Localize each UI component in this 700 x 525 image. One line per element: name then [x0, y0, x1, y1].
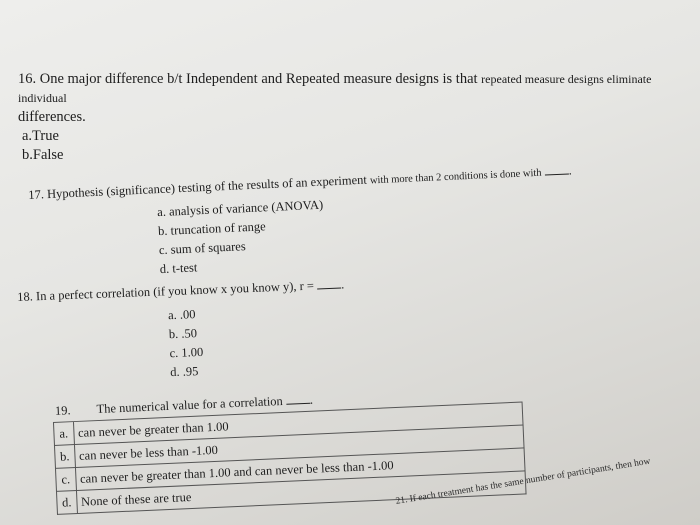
- question-16-stem-small: repeated measure designs eliminate individual: [18, 72, 652, 105]
- question-18-options: [168, 289, 621, 382]
- question-18-stem-text: 18. In a perfect correlation (if you know x you know y), r =: [17, 278, 315, 304]
- question-17-option-b: b. truncation of range: [157, 219, 266, 239]
- question-16-stem-main: One major difference b/t Independent and Repeated measure designs is that: [39, 71, 478, 87]
- question-16-option-a: a.True: [22, 128, 59, 144]
- question-16-number: 16.: [18, 71, 37, 87]
- question-19-option-b-text: can never be less than -1.00: [74, 425, 524, 468]
- question-19-option-a-text: can never be greater than 1.00: [73, 402, 523, 445]
- question-16-stem: [18, 70, 688, 127]
- question-19-blank: [286, 392, 310, 404]
- question-18-option-a: a. .00: [167, 307, 196, 323]
- question-19-option-c-text: can never be greater than 1.00 and can never be less than -1.00: [75, 448, 525, 491]
- question-18-option-c: c. 1.00: [169, 344, 204, 361]
- question-19-number: 19.: [52, 399, 73, 422]
- question-19-option-d-text: None of these are true: [76, 471, 526, 514]
- question-16-option-b: b.False: [22, 147, 64, 163]
- question-19-stem: The numerical value for a correlation: [96, 393, 284, 416]
- question-17-stem-small: with more than 2 conditions is done with: [369, 167, 542, 187]
- question-18-blank: [317, 278, 341, 290]
- question-18: [17, 267, 620, 388]
- question-19-option-d-letter: d.: [56, 491, 77, 515]
- question-16: [18, 70, 688, 165]
- question-21-partial: 21. If each treatment has the same number of participants, then how: [395, 456, 652, 507]
- question-17-options: [157, 179, 692, 279]
- question-16-stem-end: differences.: [18, 109, 86, 125]
- question-17: [28, 158, 692, 285]
- question-18-stem: 18. In a perfect correlation (if you know x you know y), r = .: [17, 277, 345, 304]
- question-19-option-b-letter: b.: [54, 445, 75, 469]
- question-17-stem: 17. Hypothesis (significance) testing of the results of an experiment with more than 2 conditions is done with .: [28, 163, 573, 202]
- question-17-blank: [544, 163, 568, 175]
- question-17-option-c: c. sum of squares: [158, 239, 246, 258]
- question-19-stem-cell: The numerical value for a correlation .: [72, 380, 522, 422]
- question-17-stem-main: Hypothesis (significance) testing of the results of an experiment: [46, 172, 368, 202]
- question-17-option-a: a. analysis of variance (ANOVA): [156, 197, 324, 220]
- question-19-option-a-letter: a.: [53, 422, 74, 446]
- question-17-option-d: d. t-test: [159, 260, 198, 277]
- question-18-option-d: d. .95: [169, 364, 199, 380]
- question-19-option-c-letter: c.: [55, 468, 76, 492]
- question-18-option-b: b. .50: [168, 326, 198, 342]
- question-17-number: 17.: [28, 187, 45, 202]
